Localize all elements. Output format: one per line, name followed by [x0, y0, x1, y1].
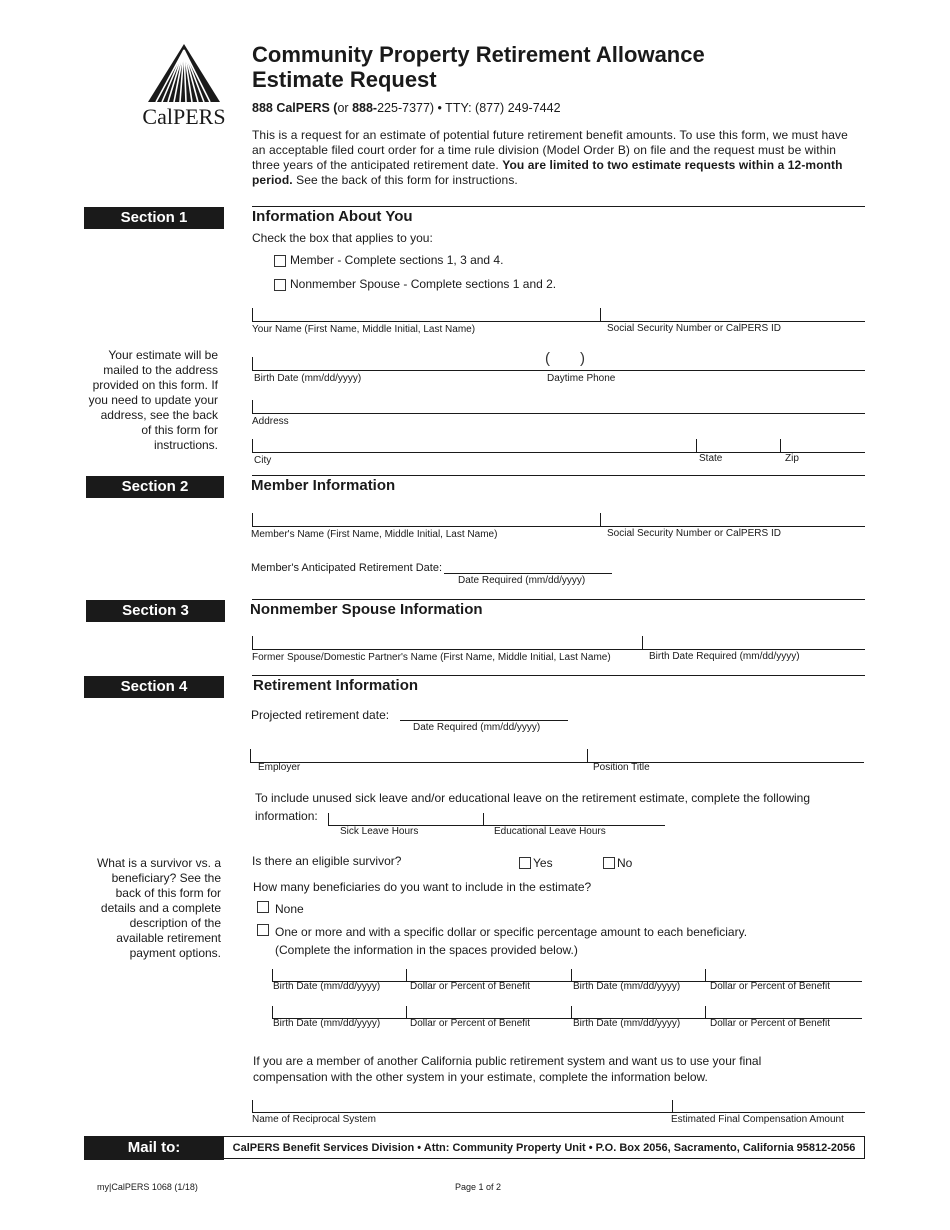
employer-label: Employer: [258, 762, 301, 773]
position-title-label: Position Title: [593, 762, 650, 773]
zip-label: Zip: [785, 453, 799, 464]
field-tick: [642, 636, 643, 650]
leave-instructions-line2: information:: [255, 809, 318, 823]
survivor-side-note: What is a survivor vs. a beneficiary? See the back of this form for details and a complete description of the available retirement payment options.: [96, 856, 221, 960]
survivor-question: Is there an eligible survivor?: [252, 854, 402, 868]
field-tick: [272, 969, 273, 981]
bene1-birth-label: Birth Date (mm/dd/yyyy): [273, 981, 381, 992]
bene-none-checkbox[interactable]: [257, 901, 269, 913]
spouse-name-label: Former Spouse/Domestic Partner's Name (First Name, Middle Initial, Last Name): [252, 652, 611, 663]
field-tick: [600, 308, 601, 322]
phone-or: or: [337, 101, 353, 115]
beneficiaries-question: How many beneficiaries do you want to include in the estimate?: [253, 880, 592, 894]
field-tick: [571, 969, 572, 981]
member-name-field[interactable]: [252, 526, 865, 527]
phone-bold: 888 CalPERS (: [252, 101, 338, 115]
city-state-zip-field[interactable]: [252, 452, 865, 453]
field-tick: [252, 400, 253, 414]
intro-paragraph: [252, 128, 864, 188]
field-tick: [252, 308, 253, 322]
mail-address: CalPERS Benefit Services Division • Attn: Community Property Unit • P.O. Box 2056, Sacramento, California 95812-2056: [223, 1136, 865, 1159]
page-number: Page 1 of 2: [455, 1182, 502, 1192]
section1-rule: [252, 206, 865, 207]
daytime-phone-label: Daytime Phone: [547, 373, 616, 384]
state-label: State: [699, 453, 723, 464]
member-option-label: Member - Complete sections 1, 3 and 4.: [290, 253, 504, 267]
section4-rule: [252, 675, 865, 676]
nonmember-option-label: Nonmember Spouse - Complete sections 1 and 2.: [290, 277, 557, 291]
your-name-field[interactable]: [252, 321, 865, 322]
anticipated-retirement-field[interactable]: [444, 573, 612, 574]
bene1-amount-label: Dollar or Percent of Benefit: [410, 981, 531, 992]
field-tick: [406, 969, 407, 981]
bene-one-more-label: One or more and with a specific dollar or specific percentage amount to each beneficiary.: [275, 925, 748, 939]
bene-complete-note: (Complete the information in the spaces provided below.): [275, 943, 578, 957]
bene-one-more-checkbox[interactable]: [257, 924, 269, 936]
bene-none-label: None: [275, 902, 304, 916]
title-line-1: Community Property Retirement Allowance: [252, 42, 705, 67]
employer-field[interactable]: [250, 762, 864, 763]
survivor-yes-label: Yes: [533, 856, 553, 870]
field-tick: [571, 1006, 572, 1018]
field-tick: [780, 439, 781, 453]
section4-bar: Section 4: [84, 676, 224, 698]
anticipated-retirement-label: Member's Anticipated Retirement Date:: [251, 562, 443, 574]
intro-bold: You are limited to two estimate requests within a 12-month period.: [252, 158, 843, 187]
bene2-birth-label: Birth Date (mm/dd/yyyy): [573, 981, 681, 992]
intro-end: See the back of this form for instructions.: [292, 173, 518, 187]
form-id: my|CalPERS 1068 (1/18): [97, 1182, 198, 1192]
field-tick: [252, 357, 253, 371]
field-tick: [406, 1006, 407, 1018]
field-tick: [252, 439, 253, 453]
field-tick: [696, 439, 697, 453]
field-tick: [328, 813, 329, 825]
field-tick: [600, 513, 601, 527]
section3-bar: Section 3: [86, 600, 225, 622]
field-tick: [272, 1006, 273, 1018]
survivor-no-checkbox[interactable]: [603, 857, 615, 869]
section1-bar: Section 1: [84, 207, 224, 229]
field-tick: [672, 1100, 673, 1113]
section2-bar: Section 2: [86, 476, 224, 498]
bene3-birth-label: Birth Date (mm/dd/yyyy): [273, 1018, 381, 1029]
reciprocal-text-line1: If you are a member of another California public retirement system and want us to use your final: [253, 1054, 762, 1068]
area-code-close-paren: ): [580, 350, 585, 367]
section3-rule: [252, 599, 865, 600]
bene4-amount-label: Dollar or Percent of Benefit: [710, 1018, 831, 1029]
mail-to-bar: Mail to:: [84, 1136, 224, 1160]
phone-numbers: [252, 101, 561, 115]
reciprocal-comp-label: Estimated Final Compensation Amount: [671, 1114, 844, 1125]
reciprocal-field[interactable]: [252, 1112, 865, 1113]
bene4-birth-label: Birth Date (mm/dd/yyyy): [573, 1018, 681, 1029]
section2-date-required: Date Required (mm/dd/yyyy): [458, 575, 586, 586]
leave-instructions-line1: To include unused sick leave and/or educational leave on the retirement estimate, complete the following: [255, 791, 810, 805]
bene3-amount-label: Dollar or Percent of Benefit: [410, 1018, 531, 1029]
section2-rule: [252, 475, 865, 476]
field-tick: [250, 749, 251, 763]
member-checkbox[interactable]: [274, 255, 286, 267]
field-tick: [252, 636, 253, 650]
phone-bold-2: 888-: [352, 101, 378, 115]
educational-leave-label: Educational Leave Hours: [494, 826, 606, 837]
bene2-amount-label: Dollar or Percent of Benefit: [710, 981, 831, 992]
nonmember-checkbox[interactable]: [274, 279, 286, 291]
check-prompt: Check the box that applies to you:: [252, 231, 433, 245]
address-label: Address: [252, 416, 289, 427]
reciprocal-name-label: Name of Reciprocal System: [252, 1114, 376, 1125]
form-title: [252, 42, 705, 92]
survivor-no-label: No: [617, 856, 633, 870]
section2-title: Member Information: [251, 477, 396, 494]
section4-title: Retirement Information: [253, 677, 419, 694]
survivor-yes-checkbox[interactable]: [519, 857, 531, 869]
member-name-label: Member's Name (First Name, Middle Initial, Last Name): [251, 529, 498, 540]
member-ssn-label: Social Security Number or CalPERS ID: [607, 528, 781, 539]
field-tick: [705, 1006, 706, 1018]
field-tick: [483, 813, 484, 825]
projected-retirement-field[interactable]: [400, 720, 568, 721]
section4-date-required: Date Required (mm/dd/yyyy): [413, 722, 541, 733]
birth-date-label: Birth Date (mm/dd/yyyy): [254, 373, 362, 384]
title-line-2: Estimate Request: [252, 67, 437, 92]
spouse-birth-label: Birth Date Required (mm/dd/yyyy): [649, 651, 800, 662]
city-label: City: [254, 455, 272, 466]
your-name-label: Your Name (First Name, Middle Initial, Last Name): [252, 324, 476, 335]
intro-plain: This is a request for an estimate of potential future retirement benefit amounts. To use this form, we must have an acceptable filed court order for a time rule division (Model Order B) on file and the request must be within three years of the anticipated retirement date.: [252, 128, 848, 172]
area-code-open-paren: (: [545, 350, 550, 367]
phone-rest: 225-7377) • TTY: (877) 249-7442: [377, 101, 561, 115]
section3-title: Nonmember Spouse Information: [250, 601, 483, 618]
address-side-note: Your estimate will be mailed to the address provided on this form. If you need to update your address, see the back of this form for instructions.: [88, 348, 218, 452]
logo-text: CalPERS: [142, 104, 226, 129]
section1-title: Information About You: [252, 208, 413, 225]
birth-phone-field[interactable]: [252, 370, 865, 371]
field-tick: [252, 513, 253, 527]
field-tick: [587, 749, 588, 763]
spouse-name-field[interactable]: [252, 649, 865, 650]
field-tick: [705, 969, 706, 981]
projected-retirement-label: Projected retirement date:: [251, 708, 390, 722]
reciprocal-text-line2: compensation with the other system in your estimate, complete the information below.: [253, 1070, 708, 1084]
sick-leave-label: Sick Leave Hours: [340, 826, 419, 837]
ssn-label: Social Security Number or CalPERS ID: [607, 323, 781, 334]
address-field[interactable]: [252, 413, 865, 414]
